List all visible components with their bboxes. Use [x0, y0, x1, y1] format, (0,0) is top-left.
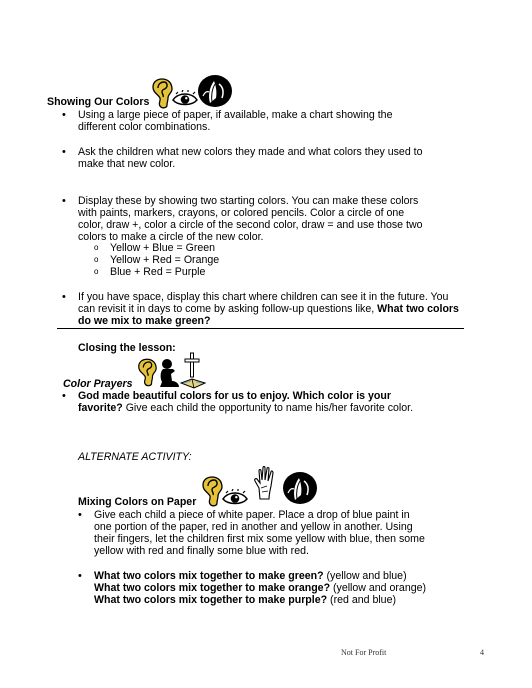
bullet-marker: • — [78, 509, 82, 521]
instruction-line: Give each child a piece of white paper. Place a drop of blue paint in — [94, 509, 410, 521]
instruction-line: their fingers, let the children first mix some yellow with blue, then some — [94, 533, 425, 545]
color-combo: Blue + Red = Purple — [110, 266, 206, 278]
page-number: 4 — [480, 648, 484, 657]
color-combo: Yellow + Red = Orange — [110, 254, 220, 266]
ear-icon — [136, 358, 158, 388]
bullet-line: Using a large piece of paper, if available, make a chart showing the — [78, 109, 393, 121]
bullet-line: colors to make a circle of the new color. — [78, 231, 264, 243]
bullet-bold-text: What two colors — [377, 303, 459, 315]
bullet-line: make that new color. — [78, 158, 176, 170]
prayer-line: God made beautiful colors for us to enjoy. Which color is your — [78, 390, 391, 402]
hand-icon — [252, 466, 278, 500]
ear-icon — [200, 476, 224, 508]
question-text: What two colors mix together to make purple? — [94, 594, 328, 606]
bullet-marker: • — [78, 570, 82, 582]
sub-bullet-marker: o — [94, 243, 99, 252]
answer-text: (red and blue) — [327, 594, 396, 606]
eye-icon — [222, 489, 248, 507]
answer-text: (yellow and orange) — [330, 582, 427, 594]
prayer-text: Give each child the opportunity to name his/her favorite color. — [122, 402, 414, 414]
bullet-line: different color combinations. — [78, 121, 211, 133]
bullet-bold-line: do we mix to make green? — [78, 315, 211, 327]
prayer-bold-text: favorite? — [78, 402, 123, 414]
bullet-marker: • — [62, 109, 66, 121]
bullet-marker: • — [62, 291, 66, 303]
question-line — [94, 594, 396, 606]
ear-icon — [150, 78, 174, 110]
prayer-line — [78, 402, 413, 414]
cross-bible-icon — [180, 352, 206, 390]
bullet-line: color, draw +, color a circle of the second color, draw = and use those two — [78, 219, 423, 231]
question-line — [94, 582, 426, 594]
sub-bullet-marker: o — [94, 255, 99, 264]
closing-heading: Closing the lesson: — [78, 342, 176, 354]
eye-icon — [172, 90, 198, 108]
kneeling-child-icon — [157, 358, 181, 388]
bullet-marker: • — [62, 195, 66, 207]
bullet-marker: • — [62, 390, 66, 402]
section-heading-showing-colors: Showing Our Colors — [47, 96, 150, 108]
answer-text: (yellow and blue) — [323, 570, 407, 582]
bullet-line: If you have space, display this chart where children can see it in the future. You — [78, 291, 449, 303]
question-text: What two colors mix together to make orange? — [94, 582, 331, 594]
instruction-line: one portion of the paper, red in another and yellow in another. Using — [94, 521, 413, 533]
alternate-activity-label: ALTERNATE ACTIVITY: — [78, 451, 192, 463]
section-divider — [57, 328, 464, 329]
question-text: What two colors mix together to make green? — [94, 570, 324, 582]
color-prayers-heading: Color Prayers — [63, 378, 133, 390]
bullet-line — [78, 303, 459, 315]
praying-hands-icon — [282, 471, 318, 505]
sub-bullet-marker: o — [94, 267, 99, 276]
bullet-line: with paints, markers, crayons, or colored pencils. Color a circle of one — [78, 207, 405, 219]
color-combo: Yellow + Blue = Green — [110, 242, 216, 254]
bullet-marker: • — [62, 146, 66, 158]
bullet-line: Ask the children what new colors they made and what colors they used to — [78, 146, 423, 158]
question-line — [94, 570, 407, 582]
footer-text: Not For Profit — [341, 648, 387, 657]
bullet-line: Display these by showing two starting colors. You can make these colors — [78, 195, 419, 207]
instruction-line: yellow with red and finally some blue with red. — [94, 545, 309, 557]
mixing-colors-heading: Mixing Colors on Paper — [78, 496, 197, 508]
praying-hands-icon — [197, 74, 233, 108]
bullet-text: can revisit it in days to come by asking follow-up questions like, — [78, 303, 378, 315]
